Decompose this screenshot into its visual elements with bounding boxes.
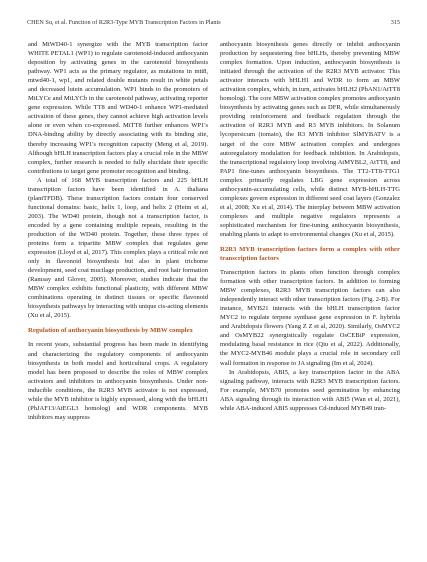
paragraph: anthocyanin biosynthesis genes directly or inhibit anthocyanin production by sequestering free bHLHs, thereby preventing MBW complex formation. Upon induction, anthocyanin biosynthesis is initiated through the activation of the R2R3 MYB activator. This activator interacts with bHLH1 and WDR to form an MBW activation complex, which, in turn, activates bHLH2 (PhAN1/AtTT8 homolog). The core MBW activation complex promotes anthocyanin biosynthesis by activating genes such as DFR, while simultaneously providing reinforcement and feedback regulation through the activation of R2R3 MYB and R3 MYB inhibitors. In Solanum lycopersicum (tomato), the R3 MYB inhibitor SlMYBATV is a target of the core MBW activation complex and undergoes autoregulatory modulation for feedback inhibition. In Arabidopsis, the transcriptional regulatory loop involving AtMYBL2, AtTT8, and PAP1 fine-tunes anthocyanin biosynthesis. The TT2-TT8-TTG1 complex primarily regulates LBG gene expression across anthocyanin-accumulating cells, while distinct MYB-bHLH-TTG complexes govern expression in different seed coat layers (Gonzalez et al, 2008; Xu et al, 2014). The interplay between MBW activation complexes and multiple negative regulators represents a sophisticated mechanism for fine-tuning anthocyanin biosynthesis, enabling plants to adapt to environmental changes (Xu et al, 2015). — [220, 41, 400, 238]
paragraph: Transcription factors in plants often function through complex formation with other transcription factors. In addition to forming MBW complexes, R2R3 MYB transcription factors can also independently interact with other transcription factors (Fig. 2-B). For instance, MYB21 interacts with the bHLH transcription factor MYC2 to regulate terpene synthase gene expression in F. hybrida and Arabidopsis flowers (Yang Z Z et al, 2020). Similarly, OsMYC2 and OsMYB22 synergistically regulate OsCEBiP expression, modulating basal resistance in rice (Qiu et al, 2022). Additionally, the MYC2-MYB46 module plays a crucial role in secondary cell wall formation in response to JA signaling (Im et al, 2024). — [220, 269, 400, 367]
left-column — [28, 40, 208, 422]
running-header — [27, 19, 400, 26]
running-title: CHEN Su, et al. Function of R2R3-Type MYB Transcription Factors in Plants — [27, 19, 221, 26]
page-number: 315 — [390, 19, 400, 26]
paragraph: In recent years, substantial progress has been made in identifying and characterizing the regulatory components of anthocyanin biosynthesis in both model and horticultural crops. A regulatory model has been proposed to describe the roles of MBW complex activators and inhibitors in anthocyanin biosynthesis. Under non-inducible conditions, the R2R3 MYB activator is not expressed, while the MYB inhibitor is highly expressed, along with the bHLH1 (PhJAF13/AtEGL3 homolog) and WDR components. MYB inhibitors may suppress — [28, 341, 208, 421]
section-heading: Regulation of anthocyanin biosynthesis by MBW complex — [28, 327, 193, 335]
section-heading: R2R3 MYB transcription factors form a complex with other transcription factors — [220, 246, 400, 263]
right-column — [220, 40, 400, 413]
paragraph: and MtWD40-1 synergize with the MYB transcription factor WHITE PETAL1 (WP1) to regulate carotenoid-induced anthocyanin deposition by activating genes in the carotenoid biosynthesis pathway. WP1 acts as the primary regulator, as mutations in mtt8, mtwd40-1, wp1, and related double mutants result in white petals and decreased lutein accumulation. WP1 binds to the promoters of MtLYCe and MtLYCb in the carotenoid pathway, activating reporter gene expression. While TT8 and WD40-1 enhance WP1-mediated activation of these genes, they cannot achieve high activation levels alone or even when co-expressed. MtTT8 further enhances WP1's DNA-binding ability by directly associating with its binding site, thereby increasing WP1's recognition capacity (Meng et al, 2019). Although bHLH transcription factors play a crucial role in the MBW complex, further research is needed to fully elucidate their specific contributions to target gene promoter recognition and binding. — [28, 41, 208, 175]
paragraph: A total of 168 MYB transcription factors and 225 bHLH transcription factors have been identified in A. thaliana (plantTFDB). These transcription factors contain four conserved functional domains: basic, helix 1, loop, and helix 2 (Heim et al, 2003). The WD40 protein, though not a transcription factor, is encoded by a gene containing multiple repeats, resulting in the production of the WD40 protein. Together, these three types of proteins form a tripartite MBW complex that regulates gene expression (Lloyd et al, 2017). This complex plays a critical role not only in flavonoid biosynthesis but also in plant trichome development, seed coat mucilage production, and root hair formation (Ramsay and Glover, 2005). Moreover, studies indicate that the MBW complex exhibits functional plasticity, with different MBW combinations operating in distinct tissues or specific flavonoid biosynthesis pathways by interacting with unique cis-acting elements (Xu et al, 2015). — [28, 176, 208, 320]
paragraph: In Arabidopsis, ABI5, a key transcription factor in the ABA signaling pathway, interacts with R2R3 MYB transcription factors. For example, MYB70 promotes seed germination by enhancing ABA signaling through its interaction with ABI5 (Wan et al, 2021), while ABA-induced ABI5 suppresses Cd-induced MYB49 tran- — [220, 368, 400, 412]
